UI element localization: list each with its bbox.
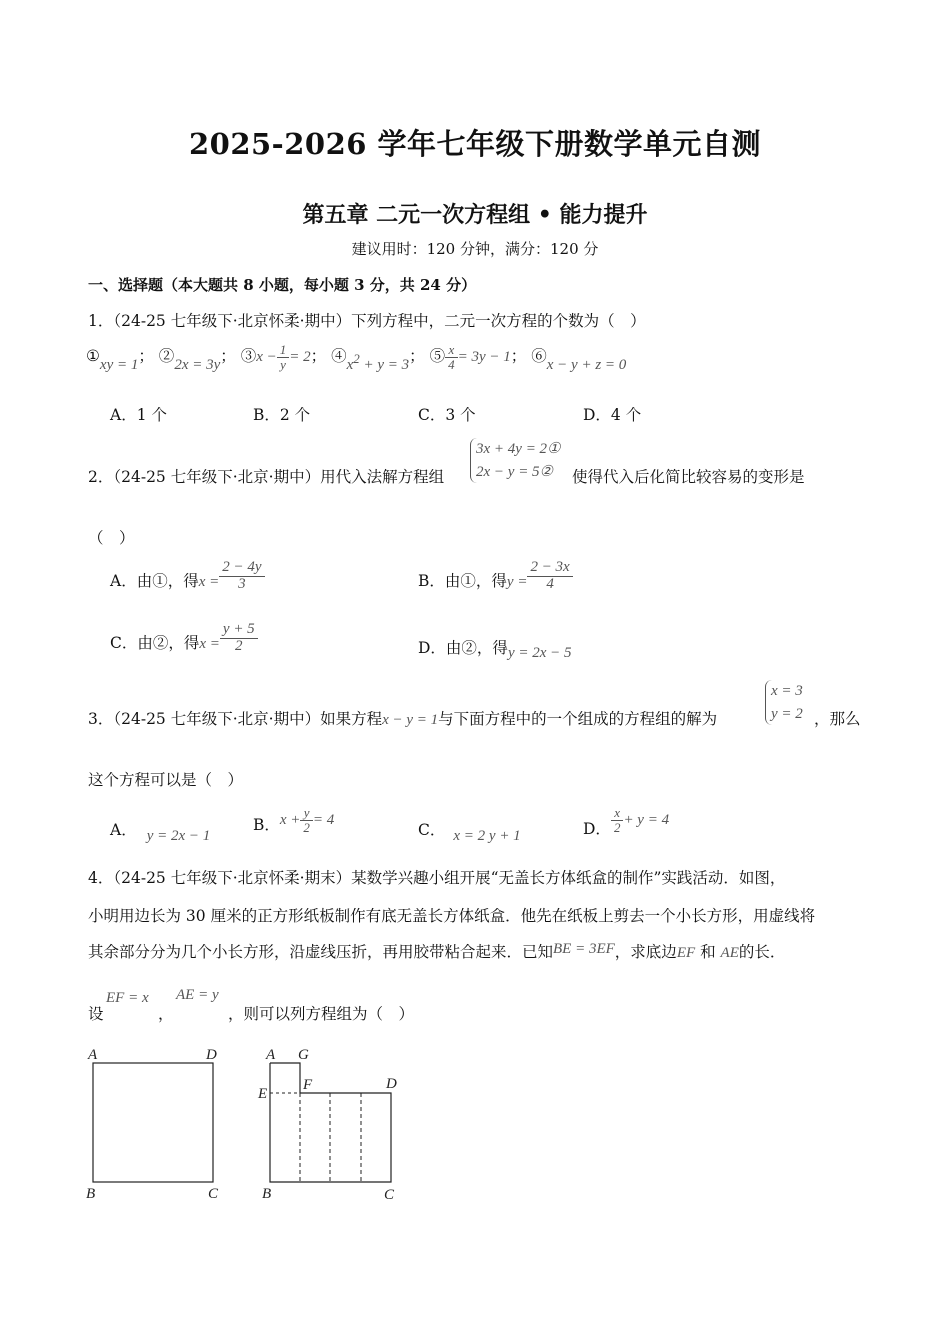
right-label-a: A	[266, 1047, 276, 1063]
q1-eq-5-frac	[445, 343, 458, 371]
q1-circ-2: ②	[158, 347, 175, 366]
q3-sol-y: y = 2	[771, 705, 803, 722]
q2-c-den: 2	[235, 637, 243, 654]
q3-option-c[interactable]	[418, 818, 521, 844]
right-label-d: D	[386, 1076, 397, 1092]
q1-circ-4: ④	[331, 347, 347, 366]
q2-b-lhs: y =	[506, 574, 528, 591]
q1-eq-6: x − y + z = 0	[546, 357, 627, 374]
q1-eq-3a: x −	[256, 349, 277, 366]
q4-line3-post: 的长．	[738, 943, 786, 961]
q2-option-b[interactable]	[418, 560, 573, 593]
q1-eq-4	[346, 351, 410, 374]
right-label-c: C	[384, 1187, 395, 1203]
q3-a-eq: y = 2x − 1	[146, 828, 211, 844]
q3-line2: 这个方程可以是（ ）	[88, 771, 244, 789]
q2-system	[470, 438, 561, 483]
q2-a-num: 2 − 4y	[219, 560, 264, 577]
q1-eq-4b: + y = 3	[359, 357, 410, 374]
q3-sol-x: x = 3	[771, 683, 803, 699]
q1-option-b[interactable]: B．2 个	[253, 406, 311, 424]
right-label-b: B	[262, 1186, 272, 1202]
q1-stem: 1．（24-25 七年级下·北京怀柔·期中）下列方程中，二元一次方程的个数为（ ）	[88, 312, 646, 330]
q4-line3-mid: ，求底边	[614, 943, 677, 961]
q4-eq-y: AE = y	[176, 987, 219, 1003]
q3-eq: x − y = 1	[382, 712, 439, 728]
q1-sep: ；	[510, 347, 527, 366]
q3-d-num: x	[611, 806, 624, 821]
q1-eq-3-num: 1	[277, 343, 290, 358]
q3-c-eq: x = 2 y + 1	[453, 828, 521, 844]
q4-and: 和	[700, 943, 716, 961]
paper-box-figure	[84, 1042, 424, 1212]
left-label-c: C	[208, 1186, 219, 1202]
q3-b-den: 2	[303, 819, 310, 835]
q1-eq-3b: = 2	[289, 349, 311, 366]
right-label-e: E	[258, 1086, 268, 1102]
q3-solution-brace	[765, 680, 803, 725]
q1-circ-3: ③	[240, 347, 257, 366]
q1-sep: ；	[220, 347, 236, 366]
q3-b-label: B．	[253, 816, 280, 835]
q1-option-c[interactable]: C．3 个	[418, 406, 476, 424]
left-square	[93, 1063, 213, 1182]
right-label-f: F	[303, 1077, 313, 1093]
q1-option-d[interactable]: D．4 个	[583, 406, 642, 424]
q2-c-num: y + 5	[220, 622, 258, 639]
q2-b-frac	[527, 560, 572, 593]
q2-system-brace	[470, 438, 561, 483]
right-label-g: G	[298, 1047, 309, 1063]
q1-circ-1: ①	[86, 347, 100, 366]
q2-d-label: D．由②，得	[418, 639, 508, 657]
q1-circ-6: ⑥	[531, 347, 547, 366]
q3-stem-pre: 3．（24-25 七年级下·北京·期中）如果方程	[88, 710, 383, 728]
q3-c-label: C．	[418, 821, 446, 839]
q3-option-b[interactable]	[253, 806, 334, 834]
left-label-a: A	[88, 1047, 98, 1063]
q1-eq-5b: = 3y − 1	[457, 349, 511, 366]
q2-b-den: 4	[546, 575, 554, 592]
q3-d-den: 2	[613, 819, 621, 835]
q1-eq-5-den: 4	[448, 356, 455, 372]
q3-d-post: + y = 4	[623, 812, 670, 829]
left-label-d: D	[206, 1047, 217, 1063]
q2-option-d[interactable]	[418, 636, 572, 661]
q3-stem-post: ，那么	[814, 710, 861, 728]
q4-line3-pre: 其余部分分为几个小长方形，沿虚线压折，再用胶带粘合起来．已知	[88, 943, 554, 961]
q2-c-lhs: x =	[199, 636, 220, 653]
q2-a-label: A．由①，得	[110, 572, 199, 591]
q3-b-frac	[300, 806, 313, 834]
section-heading: 一、选择题（本大题共 8 小题，每小题 3 分，共 24 分）	[88, 276, 477, 294]
q2-b-label: B．由①，得	[418, 572, 507, 591]
q1-eq-1: xy = 1	[99, 357, 139, 374]
q2-a-lhs: x =	[198, 574, 220, 591]
q2-blank: （ ）	[88, 529, 135, 547]
q4-line2: 小明用边长为 30 厘米的正方形纸板制作有底无盖长方体纸盒．他先在纸板上剪去一个小长方形，用虚线将	[88, 907, 816, 925]
time-info: 建议用时：120 分钟，满分：120 分	[351, 240, 599, 258]
q1-option-a[interactable]: A．1 个	[110, 406, 167, 424]
q2-option-a[interactable]	[110, 560, 265, 593]
q2-d-eq: y = 2x − 5	[507, 645, 572, 661]
q4-eq-x: EF = x	[106, 990, 149, 1006]
q2-stem-post: 使得代入后化简比较容易的变形是	[572, 468, 805, 486]
q1-eq-4-sup: 2	[353, 351, 360, 367]
q2-option-c[interactable]	[110, 622, 258, 655]
q2-a-frac	[219, 560, 264, 593]
q2-b-num: 2 − 3x	[527, 560, 572, 577]
q3-b-pre: x +	[279, 812, 301, 829]
q4-ef: EF	[676, 945, 696, 961]
q2-c-frac	[220, 622, 258, 655]
q1-eq-2: 2x = 3y	[174, 357, 221, 374]
left-label-b: B	[86, 1186, 96, 1202]
q4-line3	[88, 940, 785, 962]
q3-option-d[interactable]	[583, 805, 670, 839]
q4-ae: AE	[720, 945, 739, 961]
q2-stem-pre: 2．（24-25 七年级下·北京·期中）用代入法解方程组	[88, 468, 445, 486]
q1-eq-4a: x	[346, 357, 354, 374]
q4-set-label: 设	[88, 1005, 104, 1023]
q3-b-num: y	[300, 806, 313, 821]
q3-solution	[765, 680, 803, 725]
q2-c-label: C．由②，得	[110, 634, 200, 653]
chapter-subtitle: 第五章 二元一次方程组 • 能力提升	[302, 202, 648, 228]
q1-eq-3-frac	[277, 343, 290, 371]
q3-b-post: = 4	[312, 812, 335, 829]
q3-stem-mid: 与下面方程中的一个组成的方程组的解为	[438, 710, 718, 728]
q4-line1: 4．（24-25 七年级下·北京怀柔·期末）某数学兴趣小组开展“无盖长方体纸盒的制作”实践活动．如图，	[88, 869, 786, 887]
q1-eq-3-den: y	[280, 356, 286, 372]
q3-option-a[interactable]	[110, 818, 211, 844]
q1-circ-5: ⑤	[429, 347, 446, 366]
q1-equations	[86, 342, 627, 374]
q4-line4-post: ，则可以列方程组为（ ）	[228, 1005, 415, 1023]
q4-eq-be: BE = 3EF	[553, 941, 615, 957]
q1-sep: ；	[409, 347, 425, 366]
q3-d-frac	[611, 806, 624, 834]
q1-sep: ；	[138, 347, 154, 366]
q3-a-label: A．	[110, 821, 137, 839]
q2-sys-eq2: 2x − y = 5②	[476, 463, 554, 480]
page-title: 2025-2026 学年七年级下册数学单元自测	[188, 127, 762, 161]
q3-d-label: D．	[583, 820, 611, 839]
q1-eq-5-num: x	[445, 343, 458, 358]
q1-sep: ；	[310, 347, 327, 366]
q3-stem	[88, 707, 717, 729]
q4-comma: ，	[158, 1005, 174, 1023]
q2-sys-eq1: 3x + 4y = 2①	[476, 441, 561, 457]
q2-a-den: 3	[238, 575, 246, 592]
